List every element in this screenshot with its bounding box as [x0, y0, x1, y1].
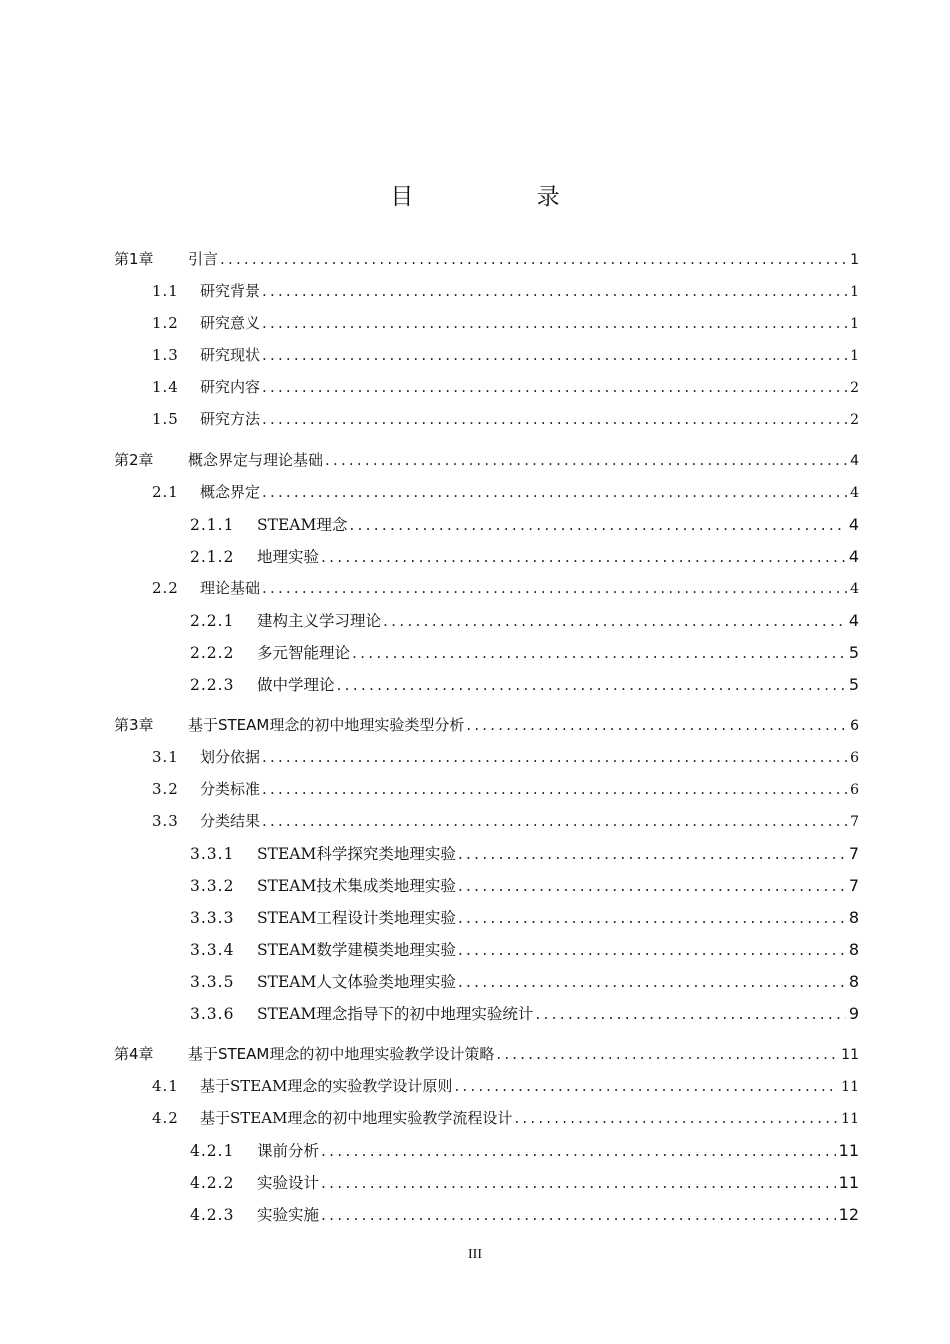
toc-entry-number: 3.3.6	[190, 1005, 235, 1023]
toc-entry-number: 第3章	[114, 716, 154, 734]
toc-entry-title: 实验设计	[257, 1174, 320, 1192]
toc-entry-title: 研究内容	[200, 378, 261, 396]
toc-entry-number: 第2章	[114, 451, 154, 469]
toc-dot-leader	[514, 1109, 838, 1127]
toc-dot-leader	[325, 451, 847, 469]
toc-dot-leader	[535, 1005, 845, 1023]
toc-entry-page: 2	[850, 380, 859, 396]
toc-dot-leader	[383, 612, 846, 630]
toc-dot-leader	[262, 346, 847, 364]
toc-entry[interactable]	[190, 1139, 859, 1163]
toc-entry-title: 分类结果	[200, 812, 261, 830]
toc-entry-number: 2.1.2	[190, 548, 235, 566]
toc-entry-page: 2	[850, 412, 859, 428]
toc-entry-page: 11	[838, 1173, 859, 1192]
toc-entry-page: 4	[848, 611, 859, 630]
toc-entry[interactable]	[190, 938, 859, 962]
toc-entry[interactable]	[190, 906, 859, 930]
toc-entry-page: 4	[850, 581, 859, 597]
toc-entry-number: 4.2.1	[190, 1142, 235, 1160]
toc-entry-title: 研究现状	[200, 346, 261, 364]
toc-entry-title: 基于STEAM理念的初中地理实验类型分析	[188, 716, 465, 734]
toc-entry-number: 2.2	[152, 579, 179, 597]
toc-entry-title: STEAM科学探究类地理实验	[257, 845, 456, 863]
toc-entry-title: 概念界定	[200, 483, 261, 501]
toc-entry-title: 概念界定与理论基础	[188, 451, 324, 469]
toc-entry[interactable]	[190, 1002, 859, 1026]
toc-entry-page: 6	[850, 750, 859, 766]
toc-entry[interactable]	[190, 513, 859, 537]
toc-entry[interactable]	[190, 641, 859, 665]
toc-entry-title: 分类标准	[200, 780, 261, 798]
toc-entry-number: 2.2.3	[190, 676, 235, 694]
toc-dot-leader	[262, 483, 847, 501]
toc-entry-number: 1.1	[152, 282, 179, 300]
toc-entry-number: 4.1	[152, 1077, 179, 1095]
toc-entry-number: 第4章	[114, 1045, 154, 1063]
toc-entry-page: 6	[850, 718, 859, 734]
toc-entry-number: 2.2.2	[190, 644, 235, 662]
toc-entry[interactable]	[152, 778, 859, 802]
toc-entry-title: 做中学理论	[257, 676, 335, 694]
toc-dot-leader	[262, 579, 847, 597]
toc-entry-page: 1	[850, 316, 859, 332]
toc-entry-number: 4.2	[152, 1109, 179, 1127]
toc-entry-number: 3.3.3	[190, 909, 235, 927]
toc-entry-title: 基于STEAM理念的初中地理实验教学设计策略	[188, 1045, 495, 1063]
page-number-footer: III	[468, 1247, 482, 1262]
toc-entry-number: 1.4	[152, 378, 179, 396]
toc-dot-leader	[262, 282, 847, 300]
toc-entry-number: 3.3	[152, 812, 179, 830]
toc-entry-title: STEAM理念	[257, 516, 348, 534]
toc-entry-page: 6	[850, 782, 859, 798]
toc-entry[interactable]	[190, 1203, 859, 1227]
toc-entry-number: 3.3.2	[190, 877, 235, 895]
toc-dot-leader	[458, 909, 846, 927]
toc-dot-leader	[352, 644, 846, 662]
toc-entry[interactable]	[114, 714, 859, 738]
page-title: 目 录	[390, 184, 618, 210]
toc-entry-page: 11	[841, 1111, 859, 1127]
toc-entry[interactable]	[114, 248, 859, 272]
toc-dot-leader	[321, 1174, 836, 1192]
toc-entry-page: 4	[848, 515, 859, 534]
toc-entry-page: 11	[841, 1047, 859, 1063]
toc-entry-number: 3.3.1	[190, 845, 235, 863]
toc-entry[interactable]	[152, 746, 859, 770]
toc-entry-number: 1.2	[152, 314, 179, 332]
toc-dot-leader	[458, 845, 846, 863]
toc-entry-number: 4.2.3	[190, 1206, 235, 1224]
toc-entry-title: 实验实施	[257, 1206, 320, 1224]
toc-entry-title: 研究背景	[200, 282, 261, 300]
toc-entry-page: 7	[850, 814, 859, 830]
toc-entry-title: 研究意义	[200, 314, 261, 332]
toc-entry-number: 2.1.1	[190, 516, 235, 534]
toc-entry-page: 8	[848, 972, 859, 991]
toc-entry-page: 7	[848, 876, 859, 895]
toc-dot-leader	[349, 516, 845, 534]
toc-entry-number: 3.3.5	[190, 973, 235, 991]
toc-entry-title: 基于STEAM理念的实验教学设计原则	[200, 1077, 453, 1095]
toc-entry-page: 11	[841, 1079, 859, 1095]
toc-entry-title: 课前分析	[257, 1142, 320, 1160]
toc-entry[interactable]	[152, 810, 859, 834]
toc-entry-title: 多元智能理论	[257, 644, 351, 662]
toc-entry-page: 5	[848, 675, 859, 694]
toc-dot-leader	[220, 250, 847, 268]
toc-entry-number: 1.5	[152, 410, 179, 428]
toc-dot-leader	[337, 676, 846, 694]
toc-entry-number: 2.2.1	[190, 612, 235, 630]
toc-entry[interactable]	[190, 673, 859, 697]
toc-entry[interactable]	[152, 408, 859, 432]
toc-dot-leader	[262, 378, 847, 396]
toc-entry-title: 理论基础	[200, 579, 261, 597]
toc-dot-leader	[262, 780, 847, 798]
toc-entry-page: 5	[848, 643, 859, 662]
toc-entry[interactable]	[190, 874, 859, 898]
toc-entry-page: 4	[850, 485, 859, 501]
toc-dot-leader	[466, 716, 847, 734]
toc-entry[interactable]	[152, 481, 859, 505]
toc-entry-number: 1.3	[152, 346, 179, 364]
toc-entry[interactable]	[190, 609, 859, 633]
toc-entry[interactable]	[190, 1171, 859, 1195]
toc-entry-number: 第1章	[114, 250, 154, 268]
toc-entry-number: 2.1	[152, 483, 179, 501]
toc-entry-title: STEAM数学建模类地理实验	[257, 941, 456, 959]
toc-entry-page: 1	[850, 252, 859, 268]
toc-dot-leader	[321, 548, 846, 566]
toc-entry-number: 3.2	[152, 780, 179, 798]
toc-entry[interactable]	[152, 280, 859, 304]
toc-dot-leader	[321, 1142, 836, 1160]
toc-entry[interactable]	[114, 1043, 859, 1067]
toc-entry[interactable]	[152, 577, 859, 601]
toc-entry-title: STEAM工程设计类地理实验	[257, 909, 456, 927]
toc-dot-leader	[262, 314, 847, 332]
toc-dot-leader	[321, 1206, 836, 1224]
toc-entry-number: 4.2.2	[190, 1174, 235, 1192]
toc-entry-number: 3.3.4	[190, 941, 235, 959]
toc-entry[interactable]	[114, 449, 859, 473]
toc-entry-page: 7	[848, 844, 859, 863]
toc-entry-page: 4	[850, 453, 859, 469]
toc-entry-page: 8	[848, 940, 859, 959]
toc-dot-leader	[496, 1045, 838, 1063]
toc-entry-page: 1	[850, 348, 859, 364]
toc-entry-page: 12	[838, 1205, 859, 1224]
toc-entry-page: 9	[848, 1004, 859, 1023]
toc-entry[interactable]	[152, 344, 859, 368]
toc-entry[interactable]	[190, 842, 859, 866]
toc-dot-leader	[454, 1077, 838, 1095]
toc-dot-leader	[262, 812, 847, 830]
toc-entry-title: 研究方法	[200, 410, 261, 428]
toc-entry-title: STEAM人文体验类地理实验	[257, 973, 456, 991]
toc-entry-title: STEAM技术集成类地理实验	[257, 877, 456, 895]
toc-dot-leader	[262, 410, 847, 428]
toc-entry-page: 11	[838, 1141, 859, 1160]
toc-dot-leader	[458, 973, 846, 991]
toc-entry[interactable]	[152, 1075, 859, 1099]
toc-dot-leader	[262, 748, 847, 766]
toc-entry-page: 1	[850, 284, 859, 300]
toc-entry[interactable]	[190, 970, 859, 994]
toc-entry-title: STEAM理念指导下的初中地理实验统计	[257, 1005, 534, 1023]
toc-entry[interactable]	[152, 1107, 859, 1131]
toc-entry-title: 引言	[188, 250, 219, 268]
toc-entry-title: 基于STEAM理念的初中地理实验教学流程设计	[200, 1109, 513, 1127]
toc-entry-page: 8	[848, 908, 859, 927]
toc-dot-leader	[458, 877, 846, 895]
toc-entry[interactable]	[190, 545, 859, 569]
toc-entry-page: 4	[848, 547, 859, 566]
toc-entry-title: 建构主义学习理论	[257, 612, 382, 630]
toc-entry-title: 地理实验	[257, 548, 320, 566]
toc-entry[interactable]	[152, 312, 859, 336]
toc-entry[interactable]	[152, 376, 859, 400]
toc-dot-leader	[458, 941, 846, 959]
toc-entry-title: 划分依据	[200, 748, 261, 766]
toc-entry-number: 3.1	[152, 748, 179, 766]
